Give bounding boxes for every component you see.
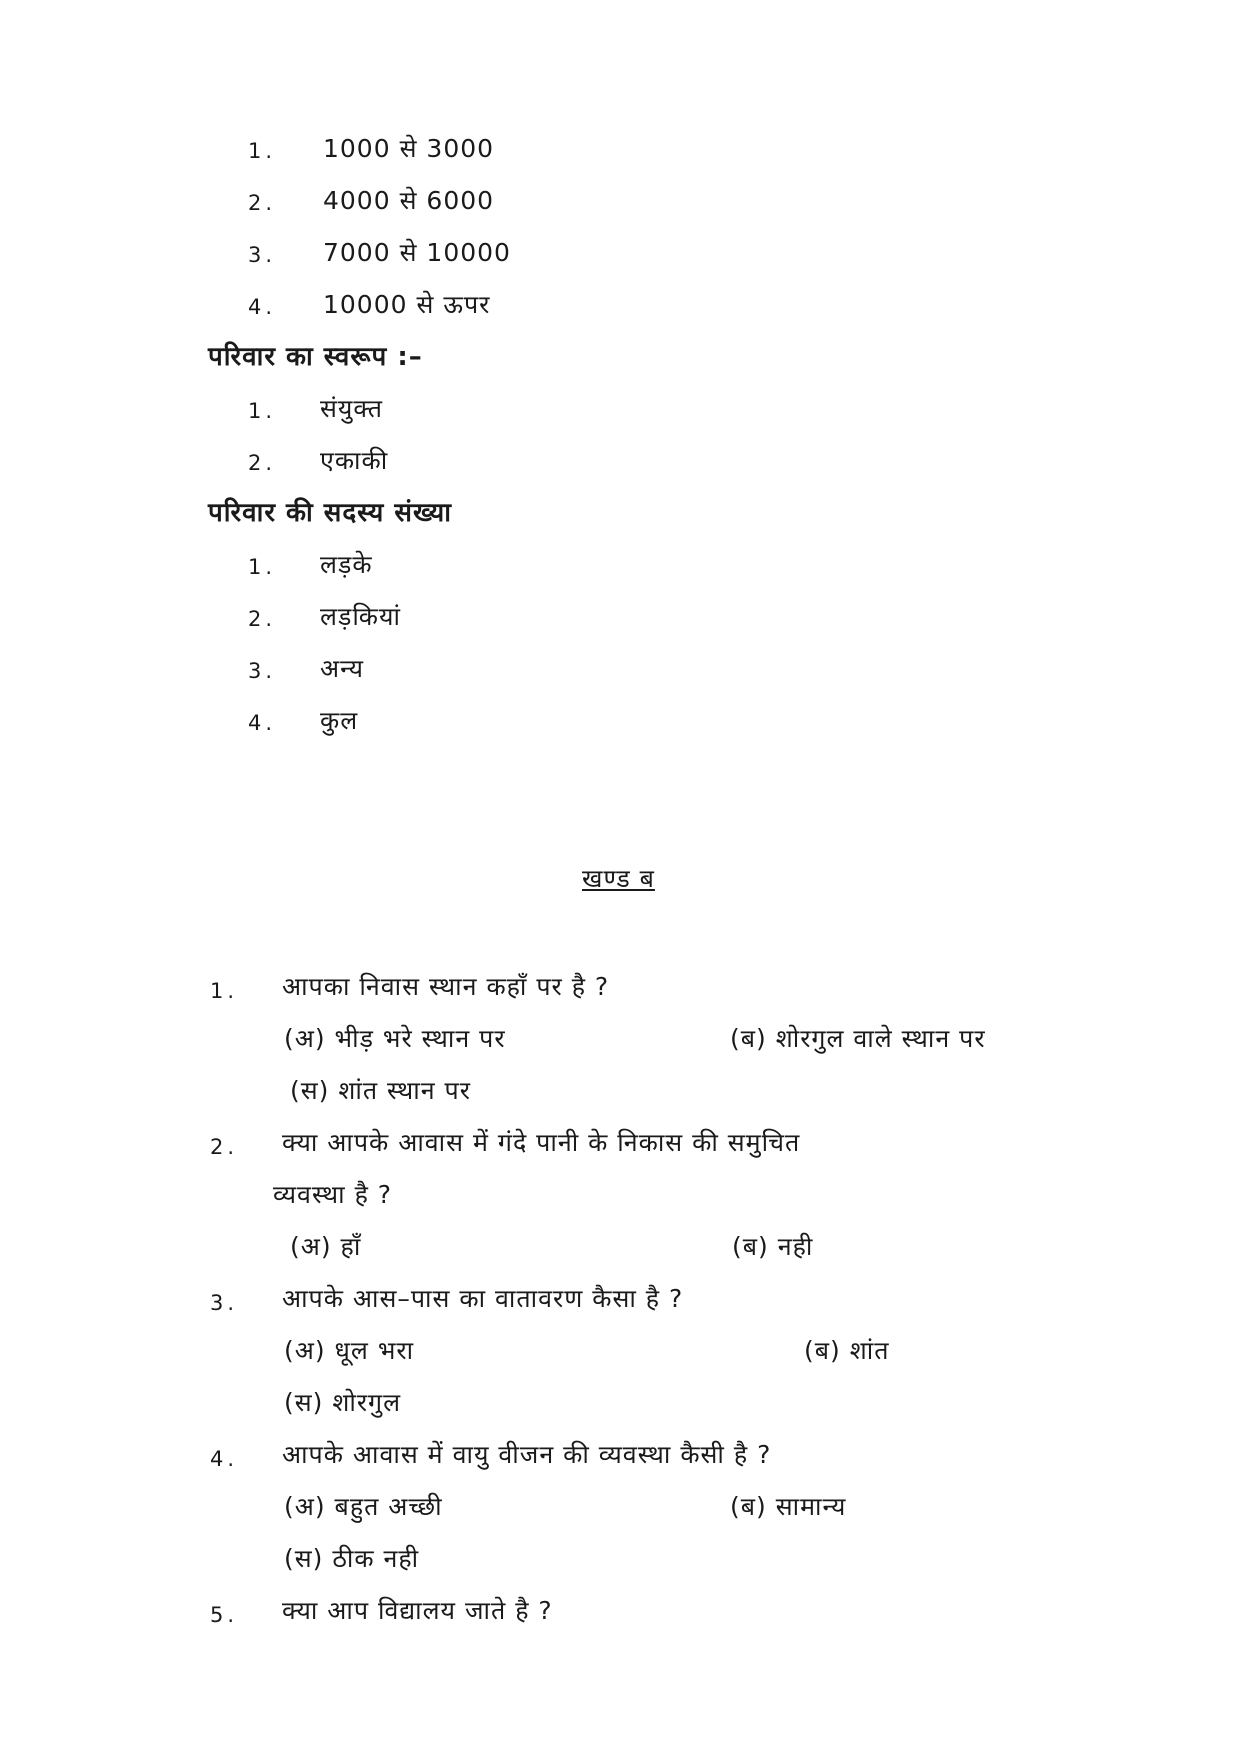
- question-text: क्या आप विद्यालय जाते है ?: [282, 1596, 553, 1625]
- question-text: क्या आपके आवास में गंदे पानी के निकास की समुचित: [282, 1128, 801, 1157]
- family-members-number: 3.: [248, 659, 277, 683]
- question-text: आपके आस–पास का वातावरण कैसा है ?: [282, 1284, 684, 1313]
- family-members-text: लड़कियां: [320, 602, 401, 631]
- family-type-text: एकाकी: [320, 446, 389, 475]
- option-c: (स) ठीक नही: [284, 1544, 420, 1573]
- income-item-number: 4.: [248, 295, 277, 319]
- family-members-heading: परिवार की सदस्य संख्या: [208, 498, 452, 528]
- option-b: (ब) शांत: [804, 1336, 890, 1365]
- family-type-number: 1.: [248, 399, 277, 423]
- income-item-text: 1000 से 3000: [323, 134, 495, 163]
- question-number: 4.: [210, 1447, 239, 1471]
- option-c: (स) शांत स्थान पर: [290, 1076, 471, 1105]
- income-item-text: 7000 से 10000: [323, 238, 511, 267]
- question-number: 5.: [210, 1603, 239, 1627]
- family-members-text: कुल: [320, 706, 359, 735]
- question-text: आपके आवास में वायु वीजन की व्यवस्था कैसी है ?: [282, 1440, 772, 1469]
- question-number: 3.: [210, 1291, 239, 1315]
- family-members-number: 4.: [248, 711, 277, 735]
- family-type-number: 2.: [248, 451, 277, 475]
- section-b-title: खण्ड ब: [582, 864, 655, 893]
- family-type-text: संयुक्त: [320, 394, 384, 423]
- family-members-text: अन्य: [320, 654, 364, 683]
- option-b: (ब) शोरगुल वाले स्थान पर: [730, 1024, 986, 1053]
- option-b: (ब) सामान्य: [730, 1492, 847, 1521]
- option-b: (ब) नही: [732, 1232, 814, 1261]
- income-item-number: 1.: [248, 139, 277, 163]
- option-a: (अ) बहुत अच्छी: [284, 1492, 443, 1521]
- income-item-text: 10000 से ऊपर: [323, 290, 491, 319]
- option-a: (अ) हाँ: [290, 1232, 362, 1261]
- question-number: 1.: [210, 979, 239, 1003]
- question-text-continued: व्यवस्था है ?: [273, 1180, 393, 1209]
- option-a: (अ) धूल भरा: [284, 1336, 415, 1365]
- family-members-number: 1.: [248, 555, 277, 579]
- family-members-text: लड़के: [320, 550, 373, 579]
- income-item-text: 4000 से 6000: [323, 186, 495, 215]
- family-members-number: 2.: [248, 607, 277, 631]
- option-a: (अ) भीड़ भरे स्थान पर: [284, 1024, 506, 1053]
- family-type-heading: परिवार का स्वरूप :–: [208, 342, 423, 372]
- income-item-number: 2.: [248, 191, 277, 215]
- option-c: (स) शोरगुल: [284, 1388, 402, 1417]
- question-text: आपका निवास स्थान कहाँ पर है ?: [282, 972, 610, 1001]
- question-number: 2.: [210, 1135, 239, 1159]
- income-item-number: 3.: [248, 243, 277, 267]
